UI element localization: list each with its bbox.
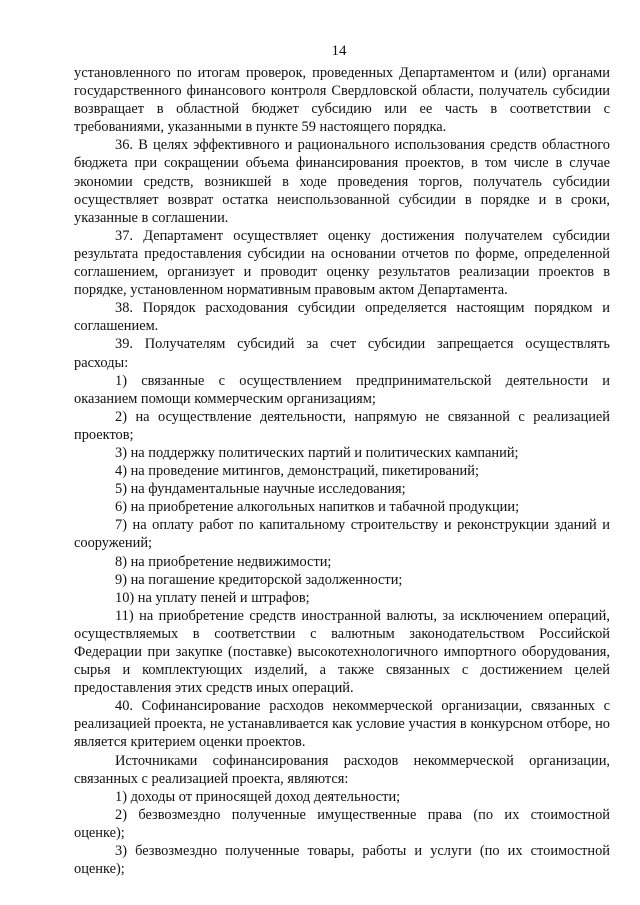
list-item: 2) на осуществление деятельности, напрямую не связанной с реализацией проектов; (74, 408, 610, 443)
list-item: 10) на уплату пеней и штрафов; (115, 589, 310, 606)
paragraph-38: 38. Порядок расходования субсидии определяется настоящим порядком и соглашением. (74, 300, 610, 335)
document-body (74, 64, 610, 878)
list-item: 11) на приобретение средств иностранной валюты, за исключением операций, осуществляемых в соответствии с валютным законодательством Российской Федерации при закупке (поставке) высокотехнологичного импортного оборудования, сырья и комплектующих изделий, а также связанных с достижением целей предоставления этих средств иных операций. (74, 607, 610, 697)
paragraph-40: 40. Софинансирование расходов некоммерческой организации, связанных с реализацией проекта, не устанавливается как условие участия в конкурсном отборе, но является критерием оценки проектов. (74, 698, 610, 751)
paragraph-39: 39. Получателям субсидий за счет субсидии запрещается осуществлять расходы: (74, 336, 610, 371)
list-item: 1) доходы от приносящей доход деятельности; (115, 788, 401, 805)
paragraph-37: 37. Департамент осуществляет оценку достижения получателем субсидии результата предоставления субсидии на основании отчетов по форме, определенной соглашением, организует и проводит оценку результатов реализации проектов в порядке, установленном нормативным правовым актом Департамента. (74, 227, 610, 299)
page-number: 14 (331, 43, 347, 59)
paragraph-continuation: установленного по итогам проверок, проведенных Департаментом и (или) органами государственного финансового контроля Свердловской области, получатель субсидии возвращает в областной бюджет субсидию или ее часть в соответствии с требованиями, указанными в пункте 59 настоящего порядка. (74, 65, 610, 136)
list-item: 3) на поддержку политических партий и политических кампаний; (115, 444, 519, 461)
list-item: 3) безвозмездно полученные товары, работы и услуги (по их стоимостной оценке); (74, 843, 610, 878)
list-item: 1) связанные с осуществлением предпринимательской деятельности и оказанием помощи коммерческим организациям; (74, 372, 610, 407)
list-item: 4) на проведение митингов, демонстраций, пикетирований; (115, 463, 479, 480)
list-item: 7) на оплату работ по капитальному строительству и реконструкции зданий и сооружений; (74, 517, 610, 552)
list-item: 5) на фундаментальные научные исследования; (115, 481, 406, 498)
list-item: 8) на приобретение недвижимости; (115, 553, 332, 570)
list-item: 9) на погашение кредиторской задолженности; (115, 571, 403, 588)
list-item: 2) безвозмездно полученные имущественные права (по их стоимостной оценке); (74, 806, 610, 841)
paragraph-sources: Источниками софинансирования расходов некоммерческой организации, связанных с реализацией проекта, являются: (74, 752, 610, 787)
paragraph-36: 36. В целях эффективного и рационального использования средств областного бюджета при сокращении объема финансирования проектов, в том числе в случае экономии средств, возникшей в ходе проведения торгов, получатель субсидии осуществляет возврат остатка неиспользованной субсидии в порядке и в сроки, указанные в соглашении. (74, 137, 610, 226)
list-item: 6) на приобретение алкогольных напитков и табачной продукции; (115, 499, 520, 516)
